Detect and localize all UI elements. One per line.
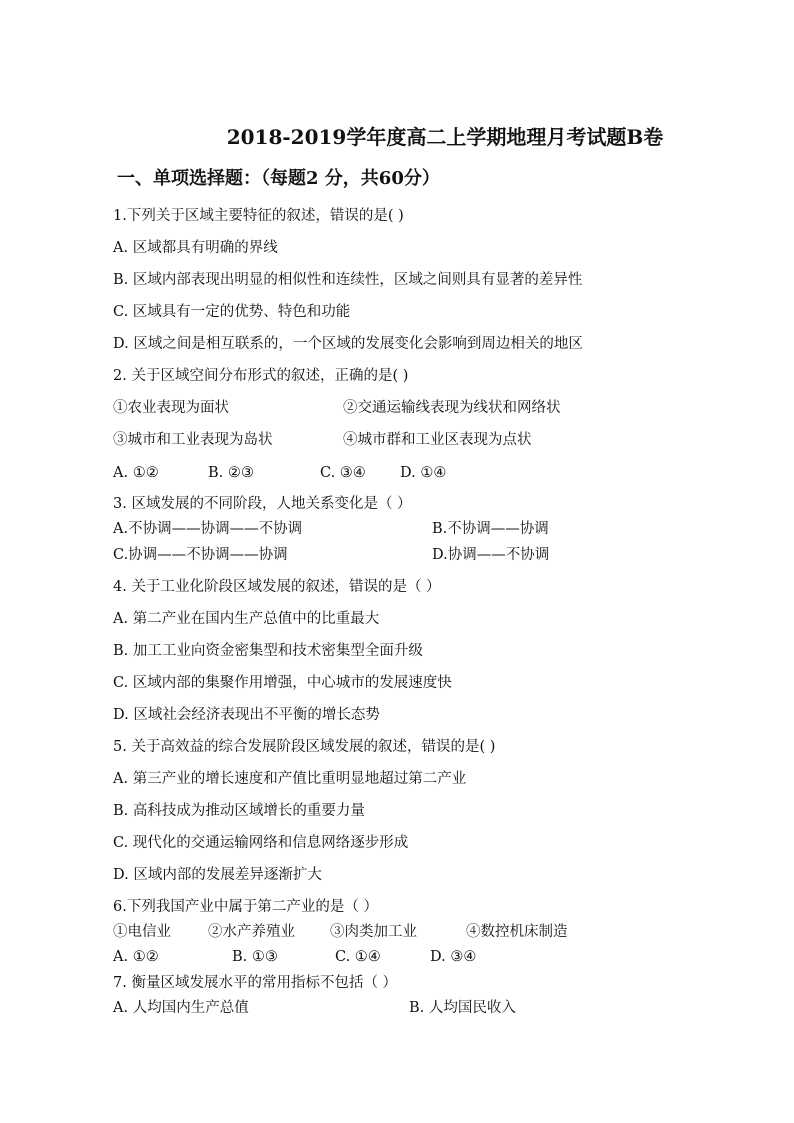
q6-option-d: D. ③④ [430, 949, 477, 965]
q5-option-a: A. 第三产业的增长速度和产值比重明显地超过第二产业 [113, 771, 467, 787]
q7-option-b: B. 人均国民收入 [409, 1000, 516, 1016]
q2-option-b: B. ②③ [208, 465, 254, 481]
q2-item-4: ④城市群和工业区表现为点状 [343, 432, 532, 448]
q3-stem: 3. 区域发展的不同阶段，人地关系变化是（ ） [113, 496, 412, 512]
q5-option-c: C. 现代化的交通运输网络和信息网络逐步形成 [113, 835, 409, 851]
q1-stem: 1.下列关于区域主要特征的叙述，错误的是( ) [113, 208, 404, 224]
q3-option-b: B.不协调——协调 [432, 521, 549, 537]
q3-option-a: A.不协调——协调——不协调 [113, 521, 303, 537]
q1-option-c: C. 区域具有一定的优势、特色和功能 [113, 304, 351, 320]
q1-option-a: A. 区域都具有明确的界线 [113, 240, 278, 256]
q2-item-2: ②交通运输线表现为线状和网络状 [343, 400, 561, 416]
q3-option-d: D.协调——不协调 [432, 547, 550, 563]
q2-option-a: A. ①② [113, 465, 159, 481]
section-heading: 一、单项选择题：（每题2 分，共60分） [117, 168, 440, 189]
q6-item-1: ①电信业 [113, 924, 171, 940]
q4-option-d: D. 区域社会经济表现出不平衡的增长态势 [113, 707, 380, 723]
q5-option-d: D. 区域内部的发展差异逐渐扩大 [113, 867, 322, 883]
q7-stem: 7. 衡量区域发展水平的常用指标不包括（ ） [113, 975, 398, 991]
q2-item-3: ③城市和工业表现为岛状 [113, 432, 273, 448]
q2-item-1: ①农业表现为面状 [113, 400, 229, 416]
q6-item-2: ②水产养殖业 [208, 924, 295, 940]
q6-option-b: B. ①③ [232, 949, 278, 965]
q7-option-a: A. 人均国内生产总值 [113, 1000, 249, 1016]
q1-option-b: B. 区域内部表现出明显的相似性和连续性，区域之间则具有显著的差异性 [113, 272, 583, 288]
q4-option-c: C. 区域内部的集聚作用增强，中心城市的发展速度快 [113, 675, 452, 691]
q5-option-b: B. 高科技成为推动区域增长的重要力量 [113, 803, 365, 819]
q6-stem: 6.下列我国产业中属于第二产业的是（ ） [113, 899, 378, 915]
q4-stem: 4. 关于工业化阶段区域发展的叙述，错误的是（ ） [113, 579, 441, 595]
q4-option-a: A. 第二产业在国内生产总值中的比重最大 [113, 611, 380, 627]
q2-option-c: C. ③④ [320, 465, 366, 481]
q6-item-4: ④数控机床制造 [466, 924, 568, 940]
q4-option-b: B. 加工工业向资金密集型和技术密集型全面升级 [113, 643, 423, 659]
q2-stem: 2. 关于区域空间分布形式的叙述，正确的是( ) [113, 368, 409, 384]
q2-option-d: D. ①④ [400, 465, 447, 481]
q5-stem: 5. 关于高效益的综合发展阶段区域发展的叙述，错误的是( ) [113, 739, 496, 755]
q6-option-c: C. ①④ [335, 949, 381, 965]
q1-option-d: D. 区域之间是相互联系的，一个区域的发展变化会影响到周边相关的地区 [113, 336, 583, 352]
q6-item-3: ③肉类加工业 [330, 924, 417, 940]
q6-option-a: A. ①② [113, 949, 159, 965]
q3-option-c: C.协调——不协调——协调 [113, 547, 288, 563]
exam-title: 2018-2019学年度高二上学期地理月考试题B卷 [226, 125, 664, 149]
